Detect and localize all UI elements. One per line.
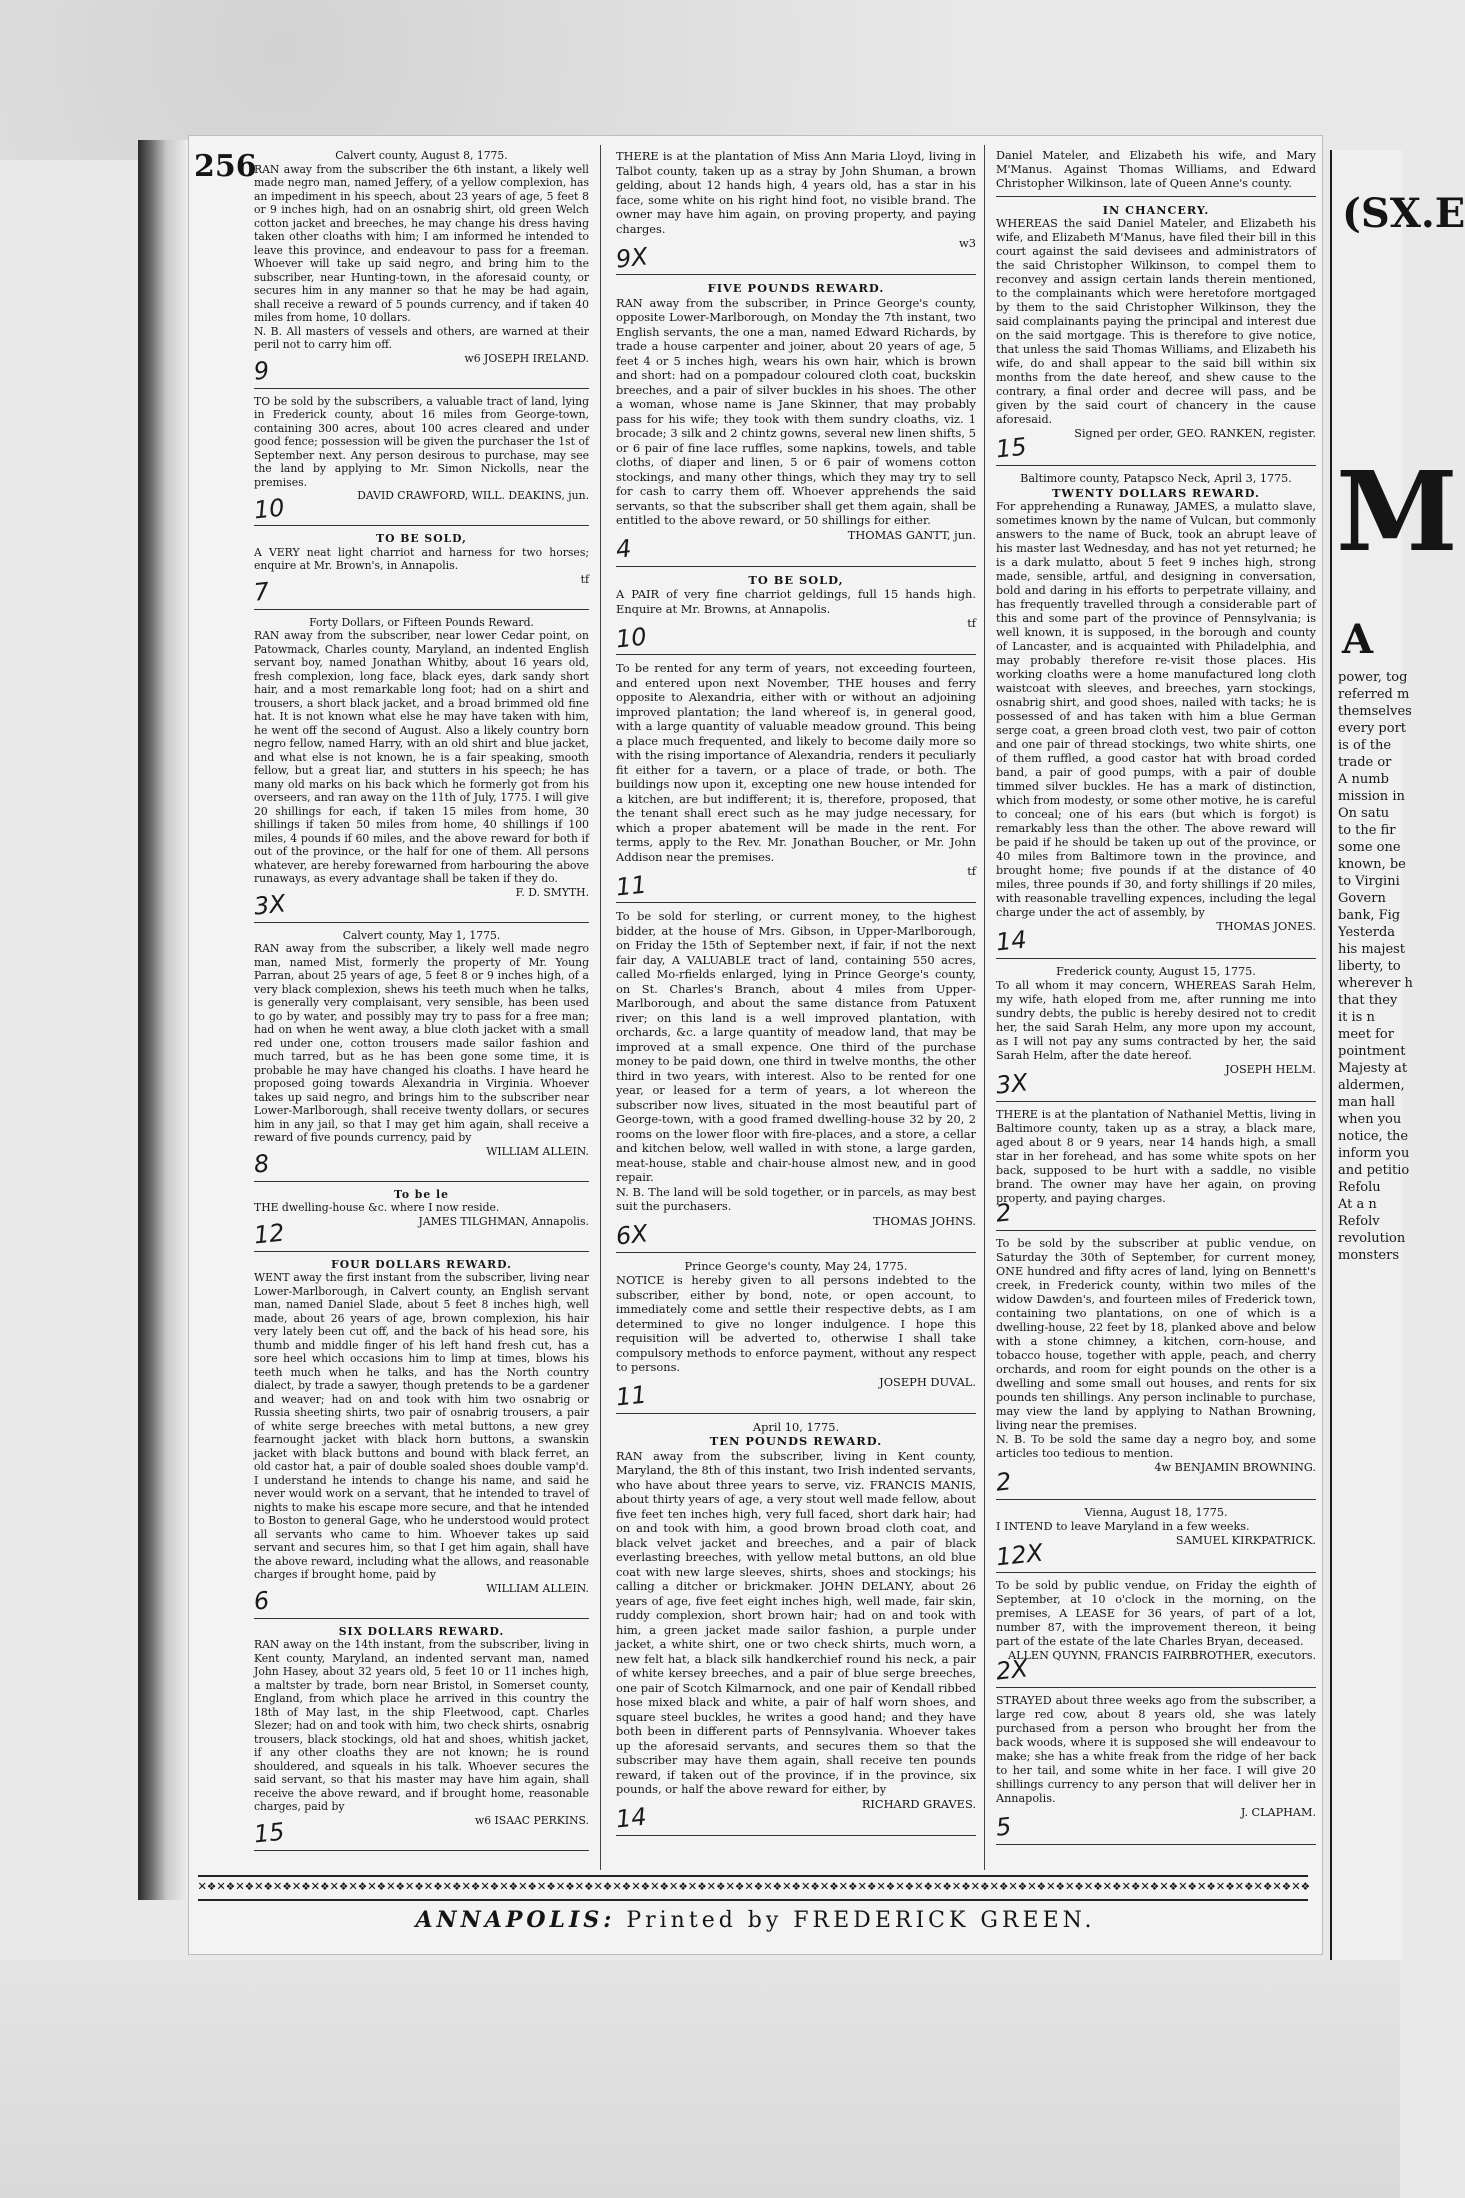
advertisement [254,532,589,610]
handwritten-mark: 5 [994,1812,1013,1842]
ad-signature: JAMES TILGHMAN, Annapolis. [418,1214,589,1228]
column-rule [984,145,985,1870]
ad-signature: w6 ISAAC PERKINS. [475,1813,589,1827]
ad-body: A PAIR of very fine charriot geldings, full 15 hands high. Enquire at Mr. Browns, at Annapolis. [616,587,976,616]
handwritten-mark: 6X [614,1219,650,1251]
handwritten-mark: 15 [994,432,1028,464]
advertisement [254,1188,589,1252]
handwritten-mark: 6 [252,1586,271,1616]
facing-page-text: power, tog referred m themselves every port is of the trade or A numb mission in On satu to the fir some one known, be to Virgini Govern bank, Fig Yesterda his majest liberty, to wherever h that they it is n meet for pointment Majesty at aldermen, man hall when you notice, the inform you and petitio Refolu At a n Refolv revolution monsters [1338,670,1413,1263]
book-spine [138,140,190,1900]
ad-dateline: Calvert county, August 8, 1775. [335,149,508,162]
handwritten-mark: 2 [994,1198,1013,1228]
handwritten-mark: 2 [994,1467,1013,1497]
advertisement [996,1237,1316,1500]
ad-heading: To be le [394,1187,449,1201]
handwritten-mark: 14 [614,1802,648,1834]
handwritten-mark: 4 [614,534,633,564]
handwritten-mark: 11 [614,1380,648,1412]
facing-page-dropcap: A [1342,616,1374,663]
ad-heading: TO BE SOLD, [748,572,844,587]
ad-dateline: Vienna, August 18, 1775. [1084,1506,1228,1519]
ad-signature: 4w BENJAMIN BROWNING. [1154,1461,1316,1474]
ad-body: To be sold for sterling, or current money, to the highest bidder, at the house of Mrs. Gibson, in Upper-Marlborough, on Friday the 15th of September next, if fair, if not the next fair day, A VALUABLE tract of land, containing 550 acres, called Mo-rfields enlarged, lying in Prince George's county, on St. Charles's Branch, about 4 miles from Upper-Marlborough, and about the same distance from Patuxent river; on this land is a well improved plantation, with orchards, &c. a large quantity of meadow land, that may be improved at a small expence. One third of the purchase money to be paid down, one third in twelve months, the other third in two years, with interest. Also to be rented for one year, or leased for a term of years, a lot whereon the subscriber now lives, situated in the most beautiful part of George-town, with a good framed dwelling-house 32 by 20, 2 rooms on the lower floor with fire-places, and a store, a cellar and kitchen below, well walled in with stone, a large garden, meat-house, stable and chair-house almost new, and in good repair. [616,909,976,1184]
ad-signature: JOSEPH DUVAL. [879,1374,976,1389]
ad-note: N. B. The land will be sold together, or in parcels, as may best suit the purchasers. [616,1184,976,1213]
newspaper-page [188,135,1323,1955]
column-rule [600,145,601,1870]
ad-signature: RICHARD GRAVES. [861,1796,976,1811]
advertisement [616,149,976,275]
advertisement [254,1258,589,1619]
ad-signature: J. CLAPHAM. [1240,1806,1316,1819]
ad-signature: F. D. SMYTH. [515,885,589,899]
ad-signature: DAVID CRAWFORD, WILL. DEAKINS, jun. [357,489,589,502]
ad-signature: w3 [959,236,976,250]
ad-signature: ALLEN QUYNN, FRANCIS FAIRBROTHER, executors. [1007,1649,1316,1662]
ad-heading: SIX DOLLARS REWARD. [338,1624,505,1638]
advertisement [254,929,589,1182]
ornamental-rule: ✕❖✕❖✕❖✕❖✕❖✕❖✕❖✕❖✕❖✕❖✕❖✕❖✕❖✕❖✕❖✕❖✕❖✕❖✕❖✕❖✕❖✕❖✕❖✕❖✕❖✕❖✕❖✕❖✕❖✕❖✕❖✕❖✕❖✕❖✕❖✕❖✕❖✕❖✕❖✕❖✕❖✕❖✕❖✕❖✕❖✕❖✕❖✕❖✕❖✕❖✕❖✕❖✕❖✕❖✕❖✕❖✕❖✕❖✕❖ [198,1875,1308,1901]
handwritten-mark: 10 [614,621,648,654]
ad-signature: w6 JOSEPH IRELAND. [464,351,589,365]
handwritten-mark: 9 [252,356,271,386]
ad-body: For apprehending a Runaway, JAMES, a mulatto slave, sometimes known by the name of Vulcan, but commonly answers to the name of Buck, took an abrupt leave of his master last Wednesday, and has not yet returned; he is a dark mulatto, about 5 feet 9 inches high, strong made, sensible, artful, and designing in conversation, bold and daring in his efforts to perpetrate villainy, and has frequently travelled through a considerable part of this and some part of the province of Pennsylvania; is well known, it is supposed, in the borough and county of Lancaster, and is acquainted with Philadelphia, and may probably therefore re-visit those places. His working cloaths were a home manufactured long cloth waistcoat with sleeves, and breeches, yarn stockings, osnabrig shirt, and good shoes, nailed with tacks; he is possessed of and has taken with him a blue German serge coat, a green broad cloth vest, two pair of cotton and one pair of thread stockings, two white shirts, one of them ruffled, a good castor hat with broad corded band, a pair of good pumps, with a pair of double timmed silver buckles. He has a mark of distinction, which from modesty, or some other motive, he is careful to conceal; one of his ears (but which is forgot) is remarkably less than the other. The above reward will be paid if he should be taken up out of the province, or 40 miles from Baltimore town in the province, and brought home; five pounds if at the distance of 40 miles, three pounds if 30, and forty shillings if 20 miles, with reasonable travelling expences, including the legal charge under the act of assembly, by [996,500,1316,919]
ad-dateline: Frederick county, August 15, 1775. [1056,965,1256,978]
ad-signature: THOMAS JONES. [1216,920,1316,933]
ad-note: N. B. To be sold the same day a negro boy, and some articles too tedious to mention. [996,1433,1316,1460]
ad-heading: FIVE POUNDS REWARD. [707,281,885,295]
handwritten-mark: 7 [252,577,271,607]
ad-signature: tf [967,864,976,878]
advertisement [996,472,1316,959]
advertisement [254,395,589,527]
ad-body: THERE is at the plantation of Nathaniel Mettis, living in Baltimore county, taken up as a stray, a black mare, aged about 8 or 9 years, near 14 hands high, a small star in her forehead, and has some white spots on her back, supposed to be hurt with a saddle, no visible brand. The owner may have her again, on proving property, and paying charges. [996,1108,1316,1205]
ad-body: To all whom it may concern, WHEREAS Sarah Helm, my wife, hath eloped from me, after running me into sundry debts, the public is hereby desired not to credit her, the said Sarah Helm, any more upon my account, as I will not pay any sums contracted by her, the said Sarah Helm, after the date hereof. [996,979,1316,1062]
ad-signature: tf [580,572,589,586]
advertisement [254,616,589,923]
handwritten-mark: 10 [252,492,286,525]
ad-heading: TEN POUNDS REWARD. [709,1434,883,1448]
ad-body: RAN away on the 14th instant, from the subscriber, living in Kent county, Maryland, an indented servant man, named John Hasey, about 32 years old, 5 feet 10 or 11 inches high, a maltster by trade, born near Bristol, in Somerset county, England, from which place he arrived in this country the 18th of May last, in the ship Fleetwood, capt. Charles Slezer; had on and took with him, two check shirts, osnabrig trousers, black stockings, old hat and shoes, whitish jacket, if any other cloaths they are not known; he is round shouldered, and squeals in his talk. Whoever secures the said servant, so that his master may have him again, shall receive the above reward, and if brought home, reasonable charges, paid by [254,1638,589,1813]
ad-body: NOTICE is hereby given to all persons indebted to the subscriber, either by bond, note, or open account, to immediately come and settle their respective debts, as I am determined to give no longer indulgence. I hope this requisition will be adverted to, otherwise I shall take compulsory methods to enforce payment, without any respect to persons. [616,1273,976,1374]
ad-body: To be sold by the subscriber at public vendue, on Saturday the 30th of September, for current money, ONE hundred and fifty acres of land, lying on Bennett's creek, in Frederick county, within two miles of the widow Dawden's, and fourteen miles of Frederick town, containing two plantations, on one of which is a dwelling-house, 22 feet by 18, planked above and below with a stone chimney, a kitchen, corn-house, and tobacco house, together with apple, peach, and cherry orchards, and room for eight pounds on the other is a dwelling and some small out houses, and rents for six pounds ten shillings. Any person inclinable to purchase, may view the land by applying to Nathan Browning, living near the premises. [996,1237,1316,1432]
page-number: 256 [194,149,257,184]
advertisement [996,149,1316,197]
ad-body: THE dwelling-house &c. where I now reside. [254,1201,500,1214]
column-2 [616,149,976,1842]
ad-signature: Signed per order, GEO. RANKEN, register. [1074,427,1316,440]
advertisement [616,1420,976,1836]
ad-body: A VERY neat light charriot and harness for two horses; enquire at Mr. Brown's, in Annapolis. [254,545,589,572]
advertisement [254,149,589,389]
column-1 [254,149,589,1857]
ad-body: Daniel Mateler, and Elizabeth his wife, and Mary M'Manus. Against Thomas Williams, and Edward Christopher Wilkinson, late of Queen Anne's county. [996,149,1316,190]
advertisement [996,965,1316,1102]
printer-imprint [188,1907,1323,1933]
handwritten-mark: 12X [994,1538,1045,1572]
advertisement [616,1259,976,1414]
ad-body: To be sold by public vendue, on Friday the eighth of September, at 10 o'clock in the morning, on the premises, A LEASE for 36 years, of part of a lot, number 87, with the improvement thereon, it being part of the estate of the late Charles Bryan, deceased. [996,1579,1316,1648]
ad-signature: WILLIAM ALLEIN. [486,1144,589,1158]
ad-heading: IN CHANCERY. [1102,203,1210,217]
ad-signature: tf [967,616,976,630]
ad-signature: THOMAS GANTT, jun. [847,527,976,542]
advertisement [616,281,976,567]
handwritten-mark: 3X [252,889,288,921]
advertisement [616,909,976,1253]
ad-body: RAN away from the subscriber the 6th instant, a likely well made negro man, named Jeffery, of a yellow complexion, has an impediment in his speech, about 23 years of age, 5 feet 8 or 9 inches high, had on an osnabrig shirt, old green Welch cotton jacket and breeches, he may change his dress having taken other cloaths with him; I am informed he intended to leave this province, and endeavour to pass for a freeman. Whoever will take up said negro, and bring him to the subscriber, near Hunting-town, in the aforesaid county, or secures him in any manner so that he may be had again, shall receive a reward of 5 pounds currency, and if taken 40 miles from home, 10 dollars. [254,162,589,324]
advertisement [996,1579,1316,1688]
ad-signature: JOSEPH HELM. [1225,1063,1316,1076]
imprint-city: ANNAPOLIS: [415,1907,616,1933]
ad-body: RAN away from the subscriber, near lower Cedar point, on Patowmack, Charles county, Maryland, an indented English servant boy, named Jonathan Whitby, about 16 years old, fresh complexion, long face, black eyes, dark sandy short hair, and a most remarkable long foot; had on a shirt and trousers, a short black jacket, and a broad brimmed old fine hat. It is not known what else he may have taken with him, he went off the second of August. Also a likely country born negro fellow, named Harry, with an old shirt and blue jacket, and what else is not known, he is a fair speaking, smooth fellow, but a great liar, and stutters in his speech; he has many old marks on his back which he formerly got from his overseers, and ran away on the 11th of July, 1775. I will give 20 shillings for each, if taken 15 miles from home, 30 shillings if taken 50 miles from home, 40 shillings if 100 miles, 4 pounds if 60 miles, and the above reward for both if out of the province, or the half for one of them. All persons whatever, are hereby forewarned from harbouring the above runaways, as every advantage shall be taken if they do. [254,629,589,885]
ad-dateline: April 10, 1775. [752,1419,840,1434]
handwritten-mark: 3X [994,1068,1030,1100]
facing-page-header: (SX.E [1342,190,1465,237]
ad-signature: THOMAS JOHNS. [872,1213,976,1228]
facing-page-masthead-letter: M [1336,447,1458,576]
ad-body: RAN away from the subscriber, a likely well made negro man, named Mist, formerly the property of Mr. Young Parran, about 25 years of age, 5 feet 8 or 9 inches high, of a very black complexion, shews his teeth much when he talks, is generally very complaisant, very sensible, has been used to go by water, and possibly may try to pass for a free man; had on when he went away, a blue cloth jacket with a small red under one, cotton trousers made sailor fashion and much tarred, but as he has been gone some time, it is probable he may have changed his cloaths. I have heard he proposed going towards Alexandria in Virginia. Whoever takes up said negro, and brings him to the subscriber near Lower-Marlborough, shall receive twenty dollars, or secures him in any jail, so that I may get him again, shall receive a reward of five pounds currency, paid by [254,942,589,1144]
advertisement [996,1506,1316,1573]
ad-dateline: Prince George's county, May 24, 1775. [684,1258,908,1273]
handwritten-mark: 12 [252,1218,286,1250]
ad-body: RAN away from the subscriber, in Prince George's county, opposite Lower-Marlborough, on Monday the 7th instant, two English servants, the one a man, named Edward Richards, by trade a house carpenter and joiner, about 20 years of age, 5 feet 4 or 5 inches high, wears his own hair, which is brown and short: had on a pompadour coloured cloth coat, buckskin breeches, and a pair of silver buckles in his shoes. The other a woman, whose name is Jane Skinner, that may probably pass for his wife; they took with them sundry cloaths, viz. 1 brocade; 3 silk and 2 chintz gowns, several new linen shifts, 5 or 6 pair of fine lace ruffles, some napkins, towels, and table cloths, of diaper and linen, 5 or 6 pair of womens cotton stockings, and many other things, which they may try to sell for cash to carry them off. Whoever apprehends the said servants, so that the subscriber shall get them again, shall be entitled to the above reward, or 50 shillings for either. [616,295,976,527]
ad-body: I INTEND to leave Maryland in a few weeks. [996,1520,1250,1533]
ad-body: THERE is at the plantation of Miss Ann Maria Lloyd, living in Talbot county, taken up as a stray by John Shuman, a brown gelding, about 12 hands high, 4 years old, has a star in his face, some white on his right hind foot, no visible brand. The owner may have him again, on proving property, and paying charges. [616,149,976,236]
ad-body: RAN away from the subscriber, living in Kent county, Maryland, the 8th of this instant, two Irish indented servants, who have about three years to serve, viz. FRANCIS MANIS, about thirty years of age, a very stout well made fellow, about five feet ten inches high, very full faced, short dark hair; had on and took with him, a good brown broad cloth coat, and black velvet jacket and breeches, and a pair of black everlasting breeches, with yellow metal buttons, an old blue coat with new large sleeves, shirts, shoes and stockings; his calling a ditcher or brickmaker. JOHN DELANY, about 26 years of age, five feet eight inches high, well made, fair skin, ruddy complexion, short brown hair; had on and took with him, a green jacket made sailor fashion, a purple under jacket, a white shirt, one or two check shirts, much worn, a new felt hat, a black silk handkerchief round his neck, a pair of white kersey breeches, and a pair of blue serge breeches, one pair of Scotch Kilmarnock, and one pair of Kendall ribbed hose mixed black and white, a pair of half worn shoes, and square steel buckles, he writes a good hand; and they have both been in different parts of Pennsylvania. Whoever takes up the aforesaid servants, and secures them so that the subscriber may have them again, shall receive ten pounds reward, if taken out of the province, if in the province, six pounds, or half the above reward for either, by [616,1448,976,1796]
ad-dateline: Forty Dollars, or Fifteen Pounds Reward. [309,615,534,629]
handwritten-mark: 11 [614,869,648,902]
facing-page [1330,150,1465,1960]
advertisement [616,573,976,656]
ad-dateline: Calvert county, May 1, 1775. [342,928,501,942]
advertisement [996,1694,1316,1845]
advertisement [996,203,1316,466]
ad-dateline: Baltimore county, Patapsco Neck, April 3, 1775. [1020,472,1292,485]
column-3 [996,149,1316,1851]
advertisement [616,661,976,903]
ad-body: To be rented for any term of years, not exceeding fourteen, and entered upon next November, THE houses and ferry opposite to Alexandria, either with or without an adjoining improved plantation; the land whereof is, in general good, with a large quantity of valuable meadow ground. This being a place much frequented, and likely to become daily more so with the rising importance of Alexandria, renders it peculiarly fit either for a tavern, or a place of trade, or both. The buildings now upon it, excepting one new house intended for a kitchen, are but indifferent; it is, therefore, proposed, that the tenant shall erect such as he may judge necessary, for which a proper abatement will be made in the rent. For terms, apply to the Rev. Mr. Jonathan Boucher, or Mr. John Addison near the premises. [616,661,976,864]
handwritten-mark: 2X [994,1654,1030,1686]
imprint-printer: Printed by FREDERICK GREEN. [626,1908,1096,1933]
ad-signature: WILLIAM ALLEIN. [486,1581,589,1595]
ad-heading: TO BE SOLD, [376,532,467,545]
ad-body: WHEREAS the said Daniel Mateler, and Elizabeth his wife, and Elizabeth M'Manus, have filed their bill in this court against the said devisees and administrators of the said Christopher Wilkinson, to compel them to reconvey and assign certain lands therein mentioned, to the complainants which were heretofore mortgaged by them to the said Christopher Wilkinson, they the said complainants paying the principal and interest due on the said mortgage. This is therefore to give notice, that unless the said Thomas Williams, and Elizabeth his wife, do and shall appear to the said bill within six months from the date hereof, and shew cause to the contrary, a final order and decree will pass, and be given by the said court of chancery in the cause aforesaid. [996,217,1316,426]
ad-body: STRAYED about three weeks ago from the subscriber, a large red cow, about 8 years old, she was lately purchased from a person who brought her from the back woods, where it is supposed she will endeavour to make; she has a white freak from the ridge of her back to her tail, and some white in her face. I will give 20 shillings currency to any person that will deliver her in Annapolis. [996,1694,1316,1805]
handwritten-mark: 14 [994,925,1028,957]
handwritten-mark: 8 [252,1149,271,1179]
ad-heading: FOUR DOLLARS REWARD. [331,1257,512,1271]
ad-body: TO be sold by the subscribers, a valuable tract of land, lying in Frederick county, about 16 miles from George-town, containing 300 acres, about 100 acres cleared and under good fence; possession will be given the purchaser the 1st of September next. Any person desirous to purchase, may see the land by applying to Mr. Simon Nickolls, near the premises. [254,394,589,489]
ad-signature: SAMUEL KIRKPATRICK. [1175,1534,1316,1547]
advertisement [996,1108,1316,1231]
handwritten-mark: 15 [252,1817,286,1849]
advertisement [254,1625,589,1851]
ad-note: N. B. All masters of vessels and others, are warned at their peril not to carry him off. [254,324,589,351]
ad-heading: TWENTY DOLLARS REWARD. [1052,486,1260,500]
handwritten-mark: 9X [614,241,650,274]
scan-margin [0,1960,1400,2198]
ad-body: WENT away the first instant from the subscriber, living near Lower-Marlborough, in Calvert county, an English servant man, named Daniel Slade, about 5 feet 8 inches high, well made, about 26 years of age, brown complexion, his hair very lately been cut off, and the back of his head sore, his thumb and middle finger of his left hand fresh cut, has a sore heel which occasions him to limp at times, blows his teeth much when he talks, and has the North country dialect, by trade a sawyer, though pretends to be a gardener and weaver; had on and took with him two osnabrig or Russia sheeting shirts, two pair of osnabrig trousers, a pair of white serge breeches with metal buttons, a new grey fearnought jacket with black horn buttons, a swanskin jacket with black buttons and bound with black ferret, an old castor hat, a pair of double soaled shoes double vamp'd. I understand he intends to change his name, and said he never would work on a servant, that he intended to travel of nights to make his escape more secure, and that he intended to Boston to general Gage, who he understood would protect all servants who came to him. Whoever takes up said servant and secures him, so that I get him again, shall have the above reward, including what the allows, and reasonable charges if brought home, paid by [254,1271,589,1581]
